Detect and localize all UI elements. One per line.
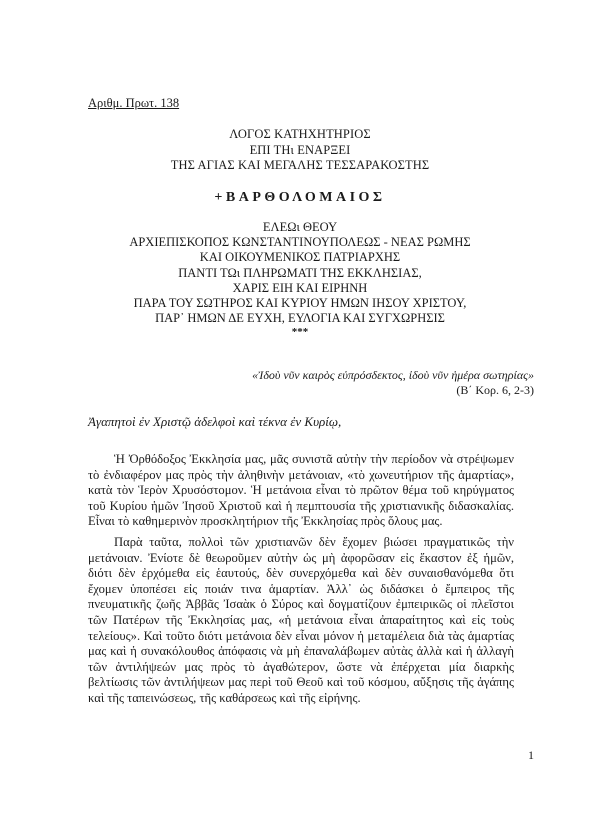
paragraph: Παρὰ ταῦτα, πολλοὶ τῶν χριστιανῶν δὲν ἔχομεν βιώσει πραγματικῶς τὴν μετάνοιαν. Ἐνίοτε δὲ θεωροῦμεν αὐτὴν ὡς μὴ ἀφορῶσαν εἰς ἕκαστον ἐξ ἡμῶν, διότι δὲν ἐρχόμεθα εἰς ἑαυτούς, δὲν συνερχόμεθα καὶ δὲν συναισθανόμεθα ὅτι ἔχομεν ὑποπέσει εἰς ποιάν τινα ἁμαρτίαν. Ἀλλ᾽ ὡς διδάσκει ὁ ἔμπειρος τῆς πνευματικῆς ζωῆς Ἀββᾶς Ἰσαὰκ ὁ Σύρος καὶ δογματίζουν ἐμπειρικῶς οἱ πλεῖστοι τῶν Πατέρων τῆς Ἐκκλησίας μας, «ἡ μετάνοια εἶναι ἀπαραίτητος καὶ εἰς τοὺς τελείους». Καὶ τοῦτο διότι μετάνοια δὲν εἶναι μόνον ἡ μεταμέλεια διὰ τὰς ἁμαρτίας μας καὶ ἡ συνακόλουθος ἀπόφασις νὰ μὴ ἐπαναλάβωμεν αὐτὰς ἀλλὰ καὶ ἡ ἀλλαγὴ τῶν ἀντιλήψεών μας πρὸς τὸ ἀγαθώτερον, ὥστε νὰ ἐπέρχεται μία διαρκὴς βελτίωσις τῶν ἀντιλήψεων μας περὶ τοῦ Θεοῦ καὶ τοῦ κόσμου, αὔξησις τῆς ἀγάπης καὶ τῆς ταπεινώσεως, τῆς καθάρσεως καὶ τῆς εἰρήνης. [88, 534, 514, 705]
heading-line: ΤΗΣ ΑΓΙΑΣ ΚΑΙ ΜΕΓΑΛΗΣ ΤΕΣΣΑΡΑΚΟΣΤΗΣ [170, 158, 430, 172]
scripture-epigraph [154, 368, 534, 398]
protocol-number: Αριθμ. Πρωτ. 138 [88, 96, 180, 110]
title-line: ΑΡΧΙΕΠΙΣΚΟΠΟΣ ΚΩΝΣΤΑΝΤΙΝΟΥΠΟΛΕΩΣ - ΝΕΑΣ ΡΩΜΗΣ [129, 235, 471, 250]
body-text [88, 452, 514, 707]
title-line: ΕΛΕΩι ΘΕΟΥ [262, 220, 338, 234]
title-line: ΧΑΡΙΣ ΕΙΗ ΚΑΙ ΕΙΡΗΝΗ [232, 280, 368, 295]
epigraph-quote: «Ἰδοὺ νῦν καιρὸς εὐπρόσδεκτος, ἰδοὺ νῦν ἡμέρα σωτηρίας» [252, 368, 534, 382]
heading-line: ΕΠΙ ΤΗι ΕΝΑΡΞΕΙ [249, 142, 351, 157]
title-line: ΚΑΙ ΟΙΚΟΥΜΕΝΙΚΟΣ ΠΑΤΡΙΑΡΧΗΣ [199, 250, 401, 265]
patriarch-name: +ΒΑΡΘΟΛΟΜΑΙΟΣ [214, 190, 386, 205]
paragraph: Ἡ Ὀρθόδοξος Ἐκκλησία μας, μᾶς συνιστᾶ αὐτὴν τὴν περίοδον νὰ στρέψωμεν τὸ ἐνδιαφέρον μας πρὸς τὴν ἀληθινὴν μετάνοιαν, «τὸ χωνευτήριον τῆς ἁμαρτίας», κατὰ τὸν Ἱερὸν Χρυσόστομον. Ἡ μετάνοια εἶναι τὸ πρῶτον θέμα τοῦ κηρύγματος τοῦ Κυρίου ἡμῶν Ἰησοῦ Χριστοῦ καὶ ἡ πεμπτουσία τῆς χριστιανικῆς διδασκαλίας. Εἶναι τὸ καθημερινὸν προσκλητήριον τῆς Ἐκκλησίας πρὸς ὅλους μας. [88, 452, 514, 529]
salutation: Ἀγαπητοὶ ἐν Χριστῷ ἀδελφοὶ καὶ τέκνα ἐν Κυρίῳ, [88, 414, 342, 429]
title-line: ΠΑΡΑ ΤΟΥ ΣΩΤΗΡΟΣ ΚΑΙ ΚΥΡΙΟΥ ΗΜΩΝ ΙΗΣΟΥ ΧΡΙΣΤΟΥ, [133, 296, 467, 311]
title-line: ΠΑΡ᾽ ΗΜΩΝ ΔΕ ΕΥΧΗ, ΕΥΛΟΓΙΑ ΚΑΙ ΣΥΓΧΩΡΗΣΙΣ [155, 311, 445, 326]
document-heading [80, 127, 520, 174]
heading-line: ΛΟΓΟΣ ΚΑΤΗΧΗΤΗΡΙΟΣ [229, 127, 371, 141]
section-separator: *** [291, 326, 309, 339]
title-line: ΠΑΝΤΙ ΤΩι ΠΛΗΡΩΜΑΤΙ ΤΗΣ ΕΚΚΛΗΣΙΑΣ, [178, 265, 422, 280]
patriarch-titles [60, 220, 540, 338]
page-number: 1 [528, 748, 534, 762]
epigraph-reference: (Β΄ Κορ. 6, 2-3) [456, 383, 534, 397]
